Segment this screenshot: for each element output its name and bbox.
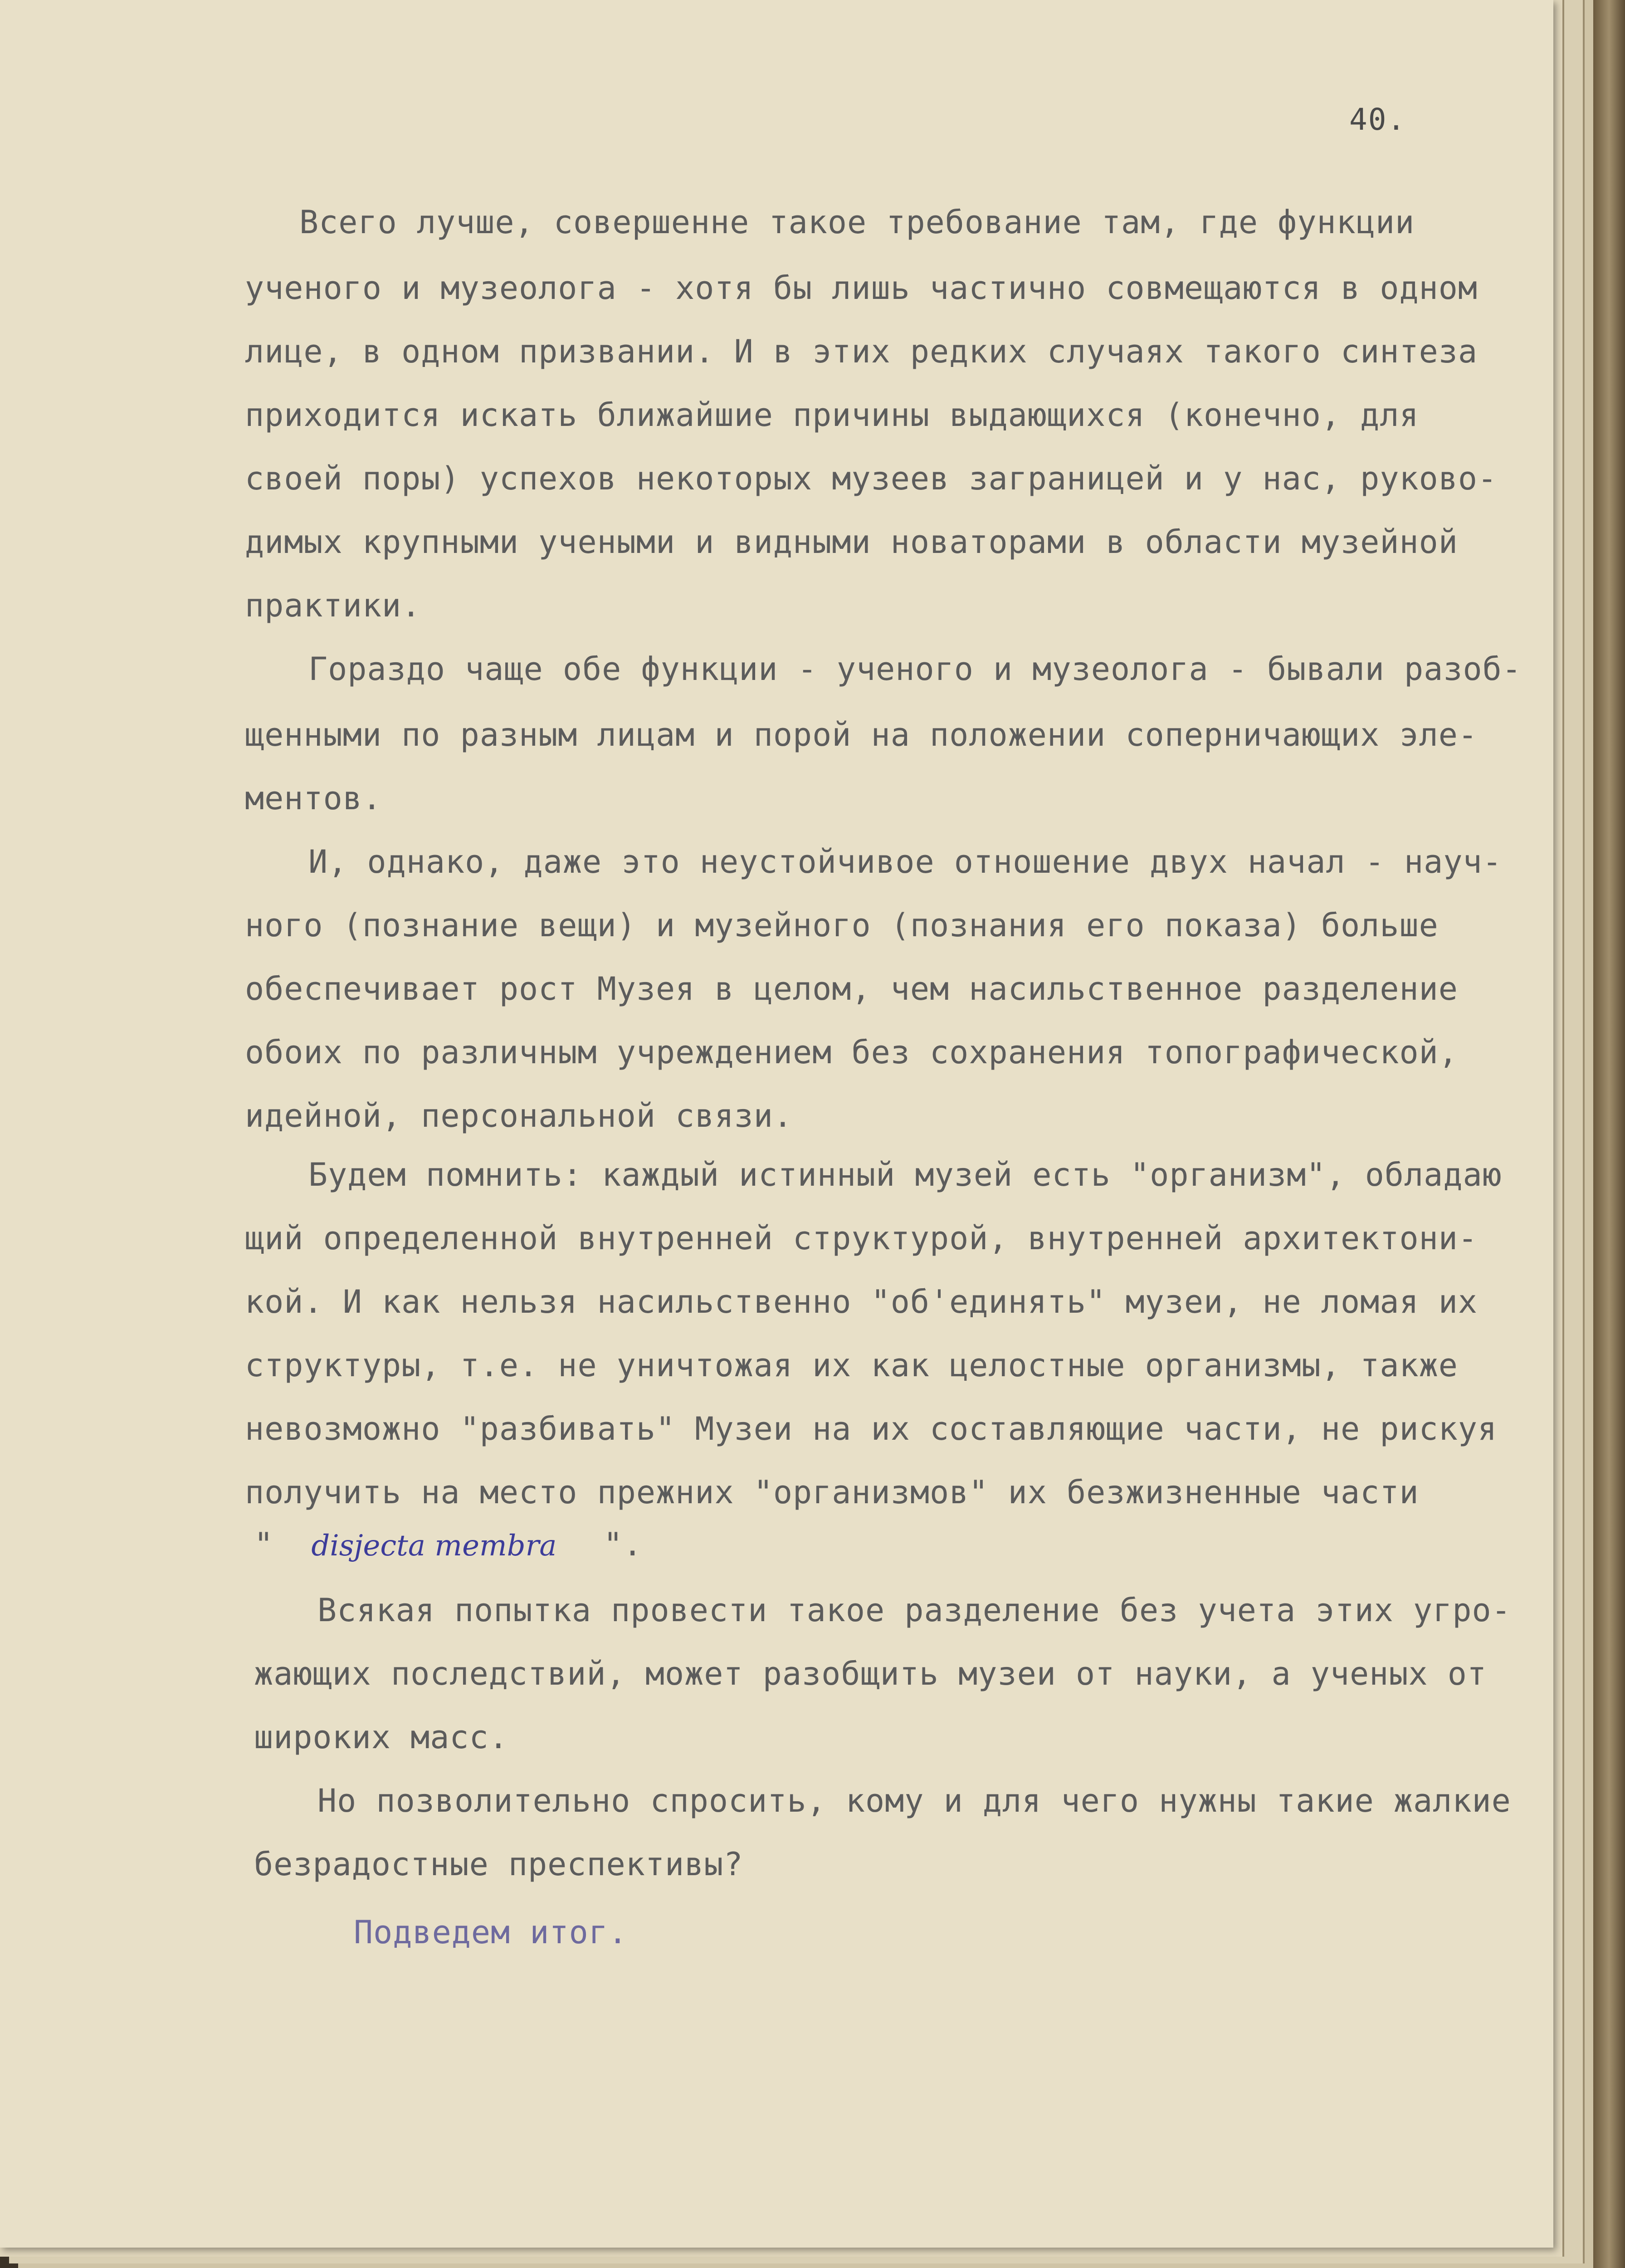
handwritten-line <box>254 1526 1569 1563</box>
text-line: обоих по различным учреждением без сохранения топографической, <box>245 1034 1458 1071</box>
text-line: лице, в одном призвании. И в этих редких случаях такого синтеза <box>245 333 1478 370</box>
handwritten-annotation: disjecta membra <box>311 1529 557 1563</box>
text-line: И, однако, даже это неустойчивое отношение двух начал - науч- <box>308 843 1502 880</box>
text-line: щенными по разным лицам и порой на положении соперничающих эле- <box>245 716 1478 753</box>
text-line: структуры, т.е. не уничтожая их как целостные организмы, также <box>245 1347 1458 1384</box>
text-line: своей поры) успехов некоторых музеев заграницей и у нас, руково- <box>245 460 1498 497</box>
text-line: димых крупными учеными и видными новаторами в области музейной <box>245 523 1458 561</box>
text-line: Всякая попытка провести такое разделение без учета этих угро- <box>317 1592 1511 1629</box>
page-number: 40. <box>1349 102 1406 137</box>
text-line: приходится искать ближайшие причины выдающихся (конечно, для <box>245 396 1419 434</box>
closing-line: Подведем итог. <box>354 1914 628 1951</box>
text-line: Гораздо чаще обе функции - ученого и музеолога - бывали разоб- <box>308 650 1522 688</box>
text-line: щий определенной внутренней структурой, внутренней архитектони- <box>245 1220 1478 1257</box>
text-line: Всего лучше, совершенне такое требование там, где функции <box>299 204 1415 241</box>
text-line: ментов. <box>245 780 382 817</box>
text-line: ученого и музеолога - хотя бы лишь частично совмещаются в одном <box>245 269 1478 307</box>
text-line: невозможно "разбивать" Музеи на их составляющие части, не рискуя <box>245 1410 1498 1447</box>
text-line: широких масс. <box>254 1719 508 1756</box>
text-line: кой. И как нельзя насильственно "об'единять" музеи, не ломая их <box>245 1283 1478 1320</box>
text-line: Будем помнить: каждый истинный музей есть "организм", обладаю <box>308 1156 1502 1193</box>
quote-mark: ". <box>603 1526 643 1563</box>
text-line: обеспечивает рост Музея в целом, чем насильственное разделение <box>245 970 1458 1007</box>
text-line: Но позволительно спросить, кому и для чего нужны такие жалкие <box>317 1782 1511 1819</box>
text-line: практики. <box>245 587 421 624</box>
text-line: ного (познание вещи) и музейного (познания его показа) больше <box>245 907 1439 944</box>
text-line: безрадостные преспективы? <box>254 1846 743 1883</box>
text-line: получить на место прежних "организмов" их безжизненные части <box>245 1474 1419 1511</box>
text-line: жающих последствий, может разобщить музеи от науки, а ученых от <box>254 1655 1487 1692</box>
quote-mark: " <box>254 1526 274 1563</box>
text-line: идейной, персональной связи. <box>245 1097 793 1134</box>
